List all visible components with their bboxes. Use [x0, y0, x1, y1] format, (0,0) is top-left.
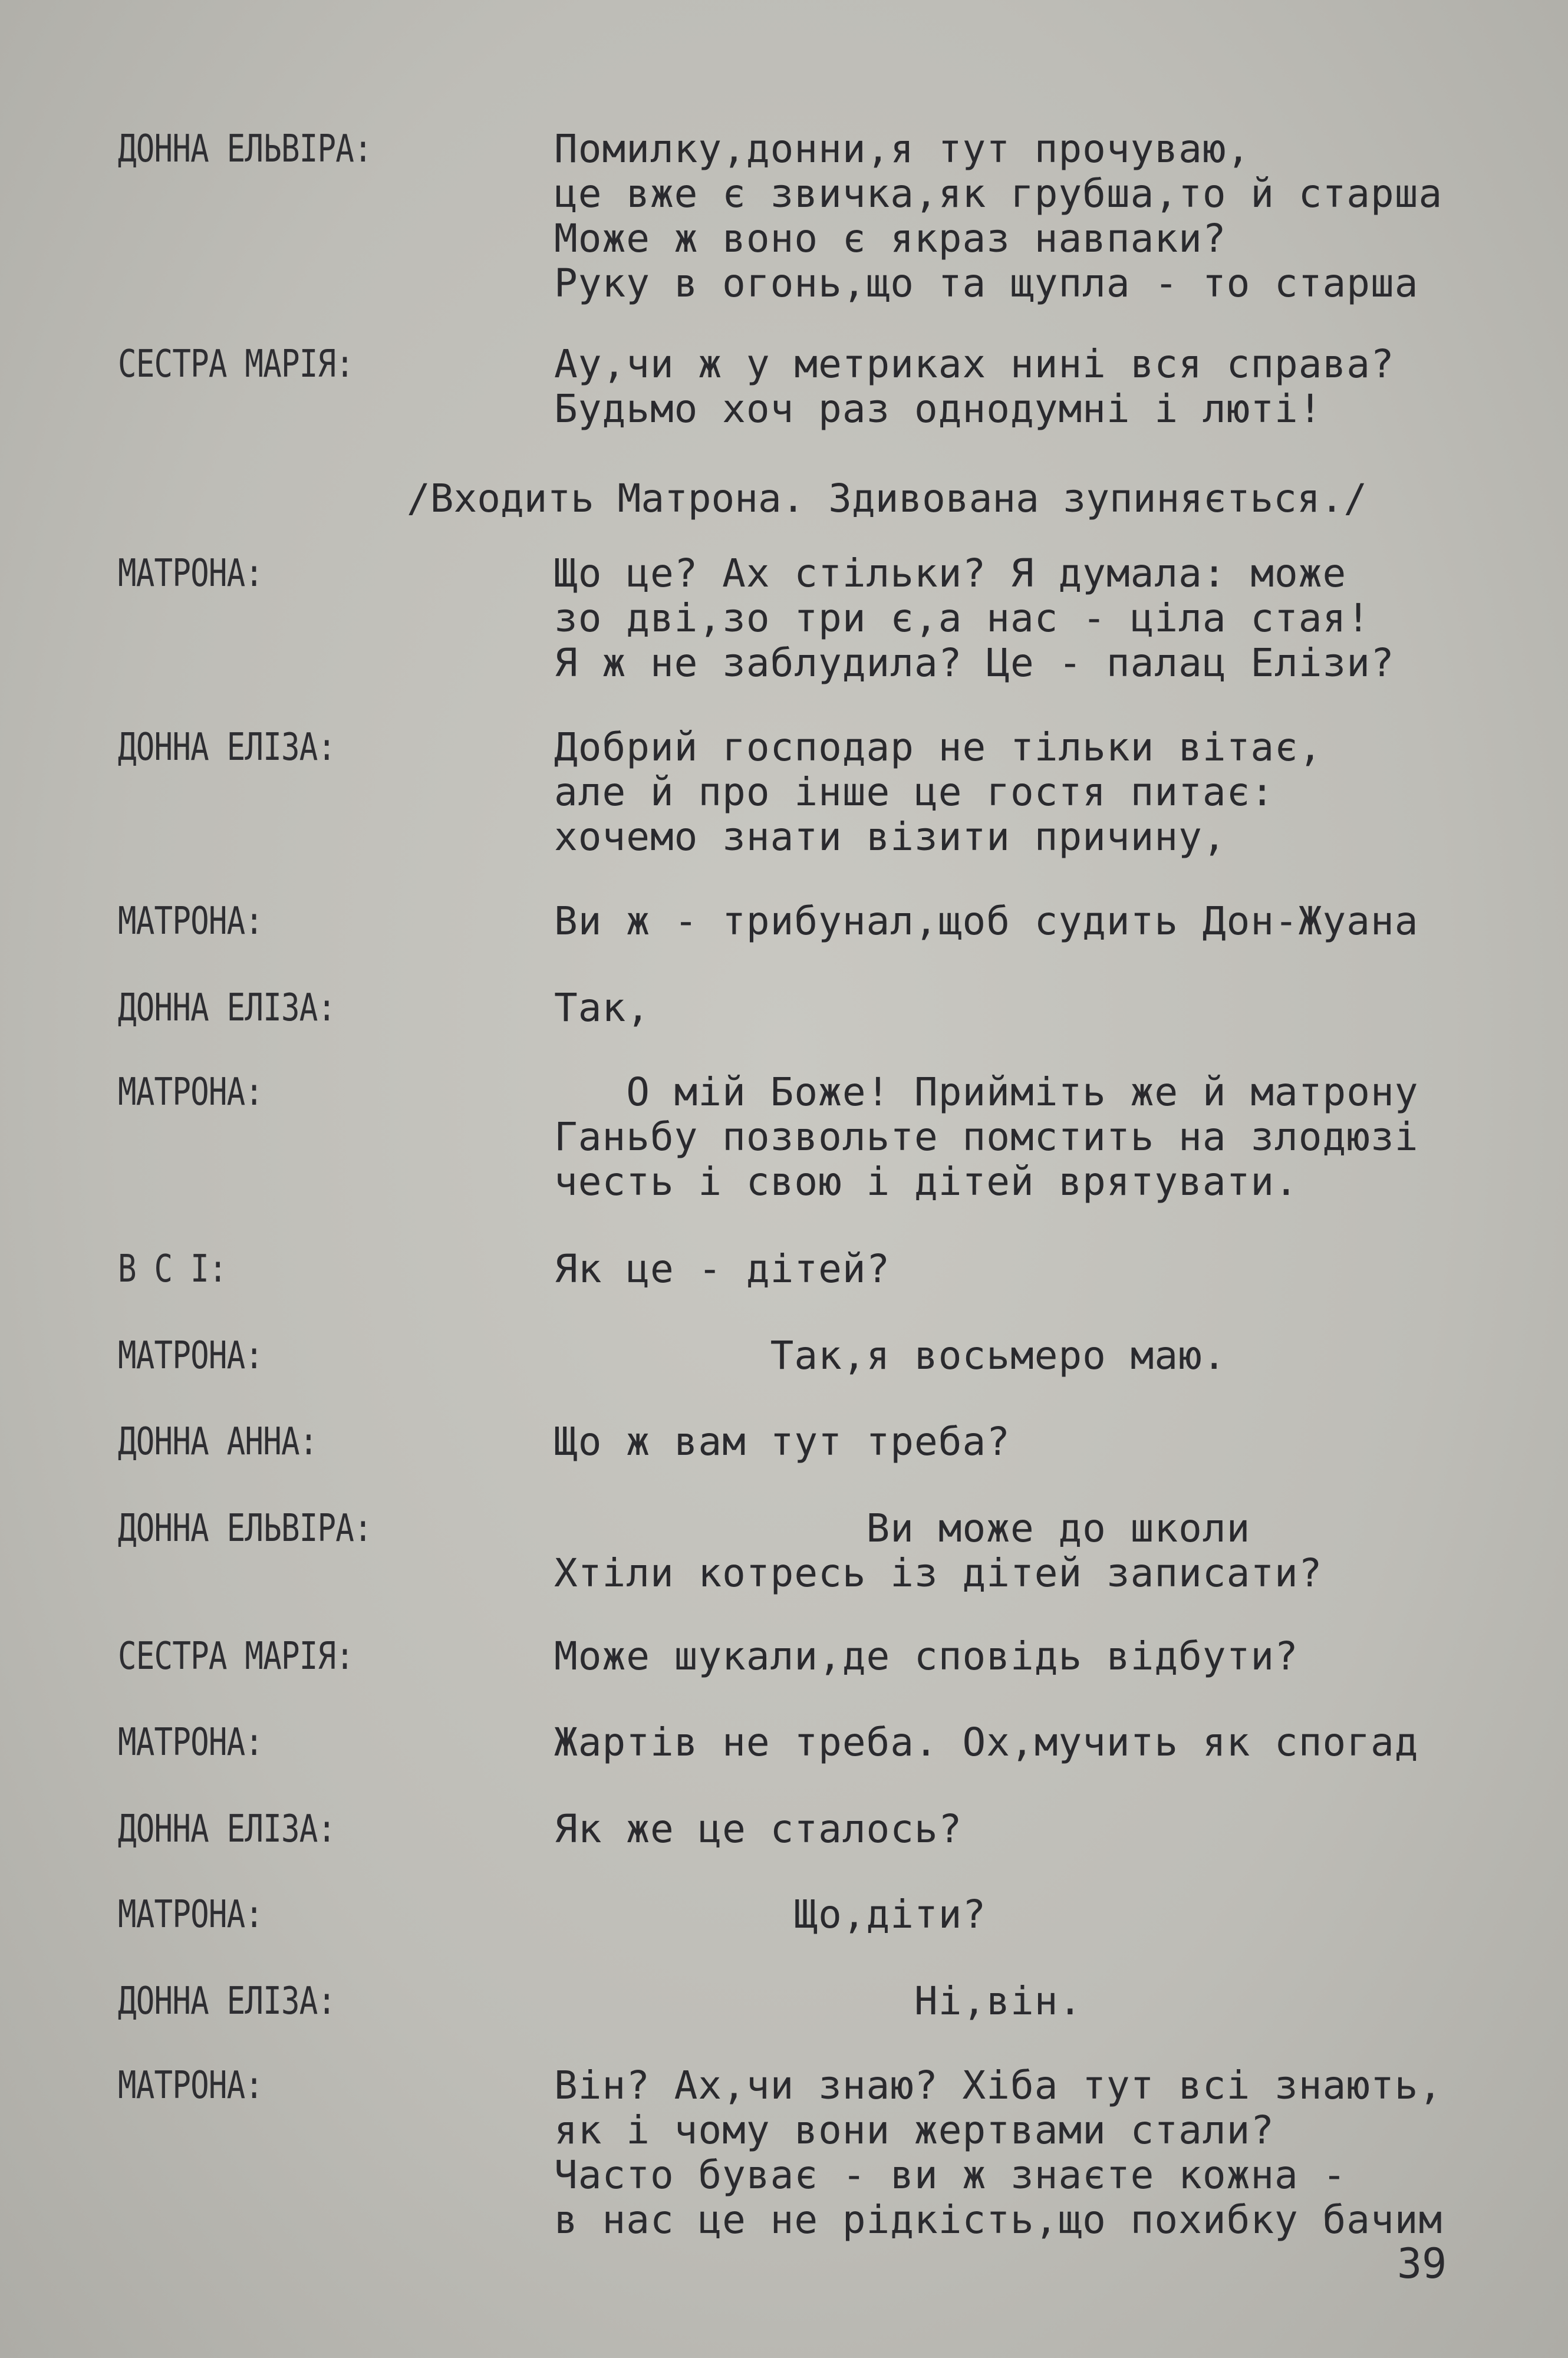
- speaker-label: ДОННА ЕЛЬВІРА:: [118, 1507, 372, 1550]
- speaker-label: МАТРОНА:: [118, 1893, 263, 1937]
- dialogue-line: Ви ж - трибунал,щоб судить Дон-Жуана: [554, 899, 1419, 944]
- dialogue-line: Так,я восьмеро маю.: [554, 1333, 1227, 1378]
- dialogue-line: Будьмо хоч раз однодумні і люті!: [554, 387, 1323, 432]
- dialogue-line: Як же це сталось?: [554, 1807, 963, 1852]
- speaker-label: ДОННА АННА:: [118, 1420, 318, 1464]
- speaker-label: МАТРОНА:: [118, 900, 263, 943]
- dialogue-text: [554, 1720, 1544, 1765]
- speaker-label: ДОННА ЕЛІЗА:: [118, 726, 336, 769]
- dialogue-text: [554, 1506, 1544, 1596]
- dialogue-line: Жартів не треба. Ох,мучить як спогад: [554, 1720, 1419, 1765]
- dialogue-text: [554, 1892, 1544, 1937]
- speaker-label: СЕСТРА МАРІЯ:: [118, 1635, 354, 1678]
- dialogue-line: в нас це не рідкість,що похибку бачим: [554, 2198, 1443, 2242]
- speaker-label: МАТРОНА:: [118, 1334, 263, 1378]
- dialogue-line: Що це? Ах стільки? Я думала: може: [554, 551, 1347, 596]
- dialogue-line: честь і свою і дітей врятувати.: [554, 1160, 1299, 1204]
- dialogue-line: Що ж вам тут треба?: [554, 1420, 1010, 1464]
- dialogue-line: це вже є звичка,як грубша,то й старша: [554, 172, 1443, 216]
- dialogue-text: [554, 1333, 1544, 1378]
- speaker-label: ДОННА ЕЛІЗА:: [118, 1980, 336, 2023]
- dialogue-text: [554, 1070, 1544, 1204]
- dialogue-line: як і чому вони жертвами стали?: [554, 2108, 1275, 2153]
- speaker-label: МАТРОНА:: [118, 1071, 263, 1114]
- dialogue-text: [554, 899, 1544, 944]
- dialogue-line: Як це - дітей?: [554, 1247, 891, 1292]
- dialogue-line: Хтіли котресь із дітей записати?: [554, 1551, 1323, 1596]
- dialogue-text: [554, 1420, 1544, 1464]
- dialogue-text: [554, 1247, 1544, 1292]
- dialogue-line: Так,: [554, 986, 650, 1030]
- dialogue-line: зо дві,зо три є,а нас - ціла стая!: [554, 596, 1371, 641]
- dialogue-line: Помилку,донни,я тут прочуваю,: [554, 127, 1251, 172]
- speaker-label: МАТРОНА:: [118, 552, 263, 595]
- dialogue-text: [554, 1634, 1544, 1679]
- dialogue-line: О мій Боже! Прийміть же й матрону: [554, 1070, 1419, 1115]
- dialogue-text: [554, 2063, 1544, 2242]
- dialogue-line: Часто буває - ви ж знаєте кожна -: [554, 2153, 1347, 2198]
- stage-direction: /Входить Матрона. Здивована зупиняється./: [407, 476, 1368, 521]
- page-number: 39: [1397, 2240, 1447, 2288]
- speaker-label: ДОННА ЕЛІЗА:: [118, 986, 336, 1030]
- dialogue-text: [554, 342, 1544, 432]
- dialogue-line: Добрий господар не тільки вітає,: [554, 725, 1323, 770]
- speaker-label: МАТРОНА:: [118, 1721, 263, 1764]
- dialogue-line: Ні,він.: [554, 1979, 1083, 2024]
- dialogue-line: Ганьбу позвольте помстить на злодюзі: [554, 1115, 1419, 1160]
- dialogue-line: Ви може до школи: [554, 1506, 1251, 1551]
- dialogue-line: Він? Ах,чи знаю? Хіба тут всі знають,: [554, 2063, 1443, 2108]
- speaker-label: ДОННА ЕЛІЗА:: [118, 1807, 336, 1851]
- speaker-label: СЕСТРА МАРІЯ:: [118, 342, 354, 386]
- dialogue-line: Може шукали,де сповідь відбути?: [554, 1634, 1299, 1679]
- dialogue-line: Я ж не заблудила? Це - палац Елізи?: [554, 641, 1395, 686]
- dialogue-line: Може ж воно є якраз навпаки?: [554, 216, 1227, 261]
- dialogue-line: Ау,чи ж у метриках нині вся справа?: [554, 342, 1395, 387]
- dialogue-text: [554, 725, 1544, 859]
- dialogue-text: [554, 551, 1544, 686]
- speaker-label: МАТРОНА:: [118, 2064, 263, 2107]
- dialogue-line: Що,діти?: [554, 1892, 987, 1937]
- dialogue-text: [554, 1979, 1544, 2024]
- dialogue-line: хочемо знати візити причину,: [554, 815, 1227, 859]
- dialogue-text: [554, 1807, 1544, 1852]
- dialogue-text: [554, 127, 1544, 306]
- dialogue-line: але й про інше це гостя питає:: [554, 770, 1275, 815]
- speaker-label: В С І:: [118, 1247, 227, 1291]
- dialogue-line: Руку в огонь,що та щупла - то старша: [554, 261, 1419, 306]
- speaker-label: ДОННА ЕЛЬВІРА:: [118, 127, 372, 171]
- dialogue-text: [554, 986, 1544, 1030]
